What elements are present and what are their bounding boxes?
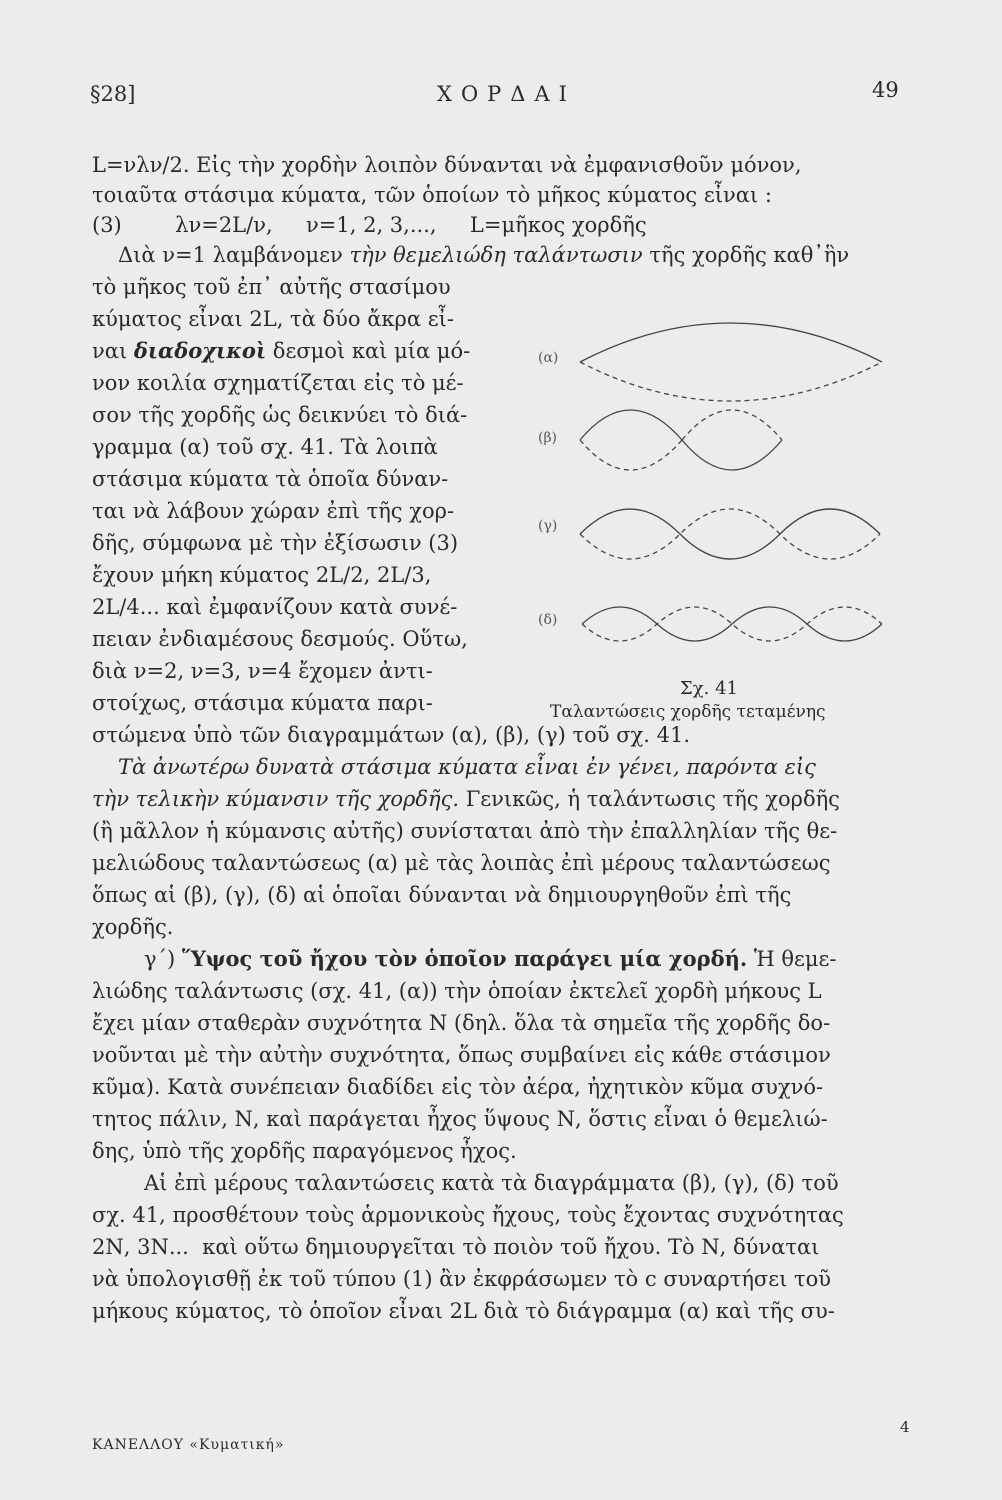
text-line: κῦμα). Κατὰ συνέπειαν διαδίδει εἰς τὸν ἀέρα, ἠχητικὸν κῦμα συχνό- — [92, 1075, 824, 1099]
text-line: 2Ν, 3Ν... καὶ οὕτω δημιουργεῖται τὸ ποιὸν τοῦ ἤχου. Τὸ Ν, δύναται — [92, 1235, 820, 1259]
text-line: τὴν τελικὴν κύμανσιν τῆς χορδῆς. Γενικῶς, ἡ ταλάντωσις τῆς χορδῆς — [92, 787, 840, 811]
signature-number: 4 — [900, 1418, 910, 1436]
figure-caption: Ταλαντώσεις χορδῆς τεταμένης — [550, 702, 826, 722]
text-line: στοίχως, στάσιμα κύματα παρι- — [92, 691, 433, 715]
text-line: λιώδης ταλάντωσις (σχ. 41, (α)) τὴν ὁποίαν ἐκτελεῖ χορδὴ μήκους L — [92, 979, 822, 1003]
text-line: ἔχει μίαν σταθερὰν συχνότητα Ν (δηλ. ὅλα τὰ σημεῖα τῆς χορδῆς δο- — [92, 1011, 831, 1035]
text-line: κύματος εἶναι 2L, τὰ δύο ἄκρα εἶ- — [92, 307, 454, 331]
text-line: ὅπως αἱ (β), (γ), (δ) αἱ ὁποῖαι δύνανται νὰ δημιουργηθοῦν ἐπὶ τῆς — [92, 883, 792, 907]
mode-a-dashed — [580, 362, 882, 401]
figure-label-g: (γ) — [538, 518, 558, 534]
text-line: διὰ ν=2, ν=3, ν=4 ἔχομεν ἀντι- — [92, 659, 433, 683]
mode-g-solid — [580, 509, 880, 559]
text-line: τοιαῦτα στάσιμα κύματα, τῶν ὁποίων τὸ μῆκος κύματος εἶναι : — [92, 183, 772, 207]
text-line: νὰ ὑπολογισθῇ ἐκ τοῦ τύπου (1) ἂν ἐκφράσωμεν τὸ c συναρτήσει τοῦ — [92, 1267, 832, 1291]
text-line: νοῦνται μὲ τὴν αὐτὴν συχνότητα, ὅπως συμβαίνει εἰς κάθε στάσιμον — [92, 1043, 831, 1067]
text-line: Διὰ ν=1 λαμβάνομεν τὴν θεμελιώδη ταλάντωσιν τῆς χορδῆς καθ᾽ἣν — [118, 243, 850, 267]
text-line: L=νλν/2. Εἰς τὴν χορδὴν λοιπὸν δύνανται νὰ ἐμφανισθοῦν μόνον, — [92, 153, 802, 177]
mode-g-dashed — [580, 509, 880, 559]
footer-imprint: ΚΑΝΕΛΛΟΥ «Κυματική» — [92, 1437, 285, 1453]
text-line: σχ. 41, προσθέτουν τοὺς ἁρμονικοὺς ἤχους, τοὺς ἔχοντας συχνότητας — [92, 1203, 844, 1227]
text-line: ἔχουν μήκη κύματος 2L/2, 2L/3, — [92, 563, 432, 587]
text-line: πειαν ἐνδιαμέσους δεσμούς. Οὕτω, — [92, 627, 468, 651]
text-line: Τὰ ἀνωτέρω δυνατὰ στάσιμα κύματα εἶναι ἐν γένει, παρόντα εἰς — [118, 755, 816, 779]
text-line: γραμμα (α) τοῦ σχ. 41. Τὰ λοιπὰ — [92, 435, 438, 459]
text-line: νον κοιλία σχηματίζεται εἰς τὸ μέ- — [92, 371, 464, 395]
text-line: στάσιμα κύματα τὰ ὁποῖα δύναν- — [92, 467, 449, 491]
mode-a-solid — [580, 323, 882, 362]
text-line: Αἱ ἐπὶ μέρους ταλαντώσεις κατὰ τὰ διαγράμματα (β), (γ), (δ) τοῦ — [144, 1171, 839, 1195]
text-line: μελιώδους ταλαντώσεως (α) μὲ τὰς λοιπὰς ἐπὶ μέρους ταλαντώσεως — [92, 851, 831, 875]
emphasis: τὴν θεμελιώδη ταλάντωσιν — [349, 243, 643, 267]
text-line: ται νὰ λάβουν χώραν ἐπὶ τῆς χορ- — [92, 499, 455, 523]
text-line: τὸ μῆκος τοῦ ἐπ᾽ αὐτῆς στασίμου — [92, 275, 451, 299]
text-line: ναι διαδοχικοὶ δεσμοὶ καὶ μία μό- — [92, 338, 471, 363]
figure-number: Σχ. 41 — [680, 678, 738, 699]
page-heading: ΧΟΡΔΑΙ — [437, 82, 576, 106]
text-line: (ἢ μᾶλλον ἡ κύμανσις αὐτῆς) συνίσταται ἀπὸ τὴν ἐπαλληλίαν τῆς θε- — [92, 819, 838, 843]
mode-b-dashed-1 — [580, 440, 682, 470]
mode-b-solid-1 — [580, 410, 682, 440]
figure-label-b: (β) — [538, 430, 558, 446]
mode-b-solid-2 — [682, 440, 782, 470]
text-line: τητος πάλιν, Ν, καὶ παράγεται ἦχος ὕψους Ν, ὅστις εἶναι ὁ θεμελιώ- — [92, 1107, 828, 1131]
mode-d-solid — [582, 607, 882, 641]
text-line: στώμενα ὑπὸ τῶν διαγραμμάτων (α), (β), (γ) τοῦ σχ. 41. — [92, 723, 691, 747]
text-line: δῆς, σύμφωνα μὲ τὴν ἐξίσωσιν (3) — [92, 531, 459, 555]
page-number: 49 — [872, 78, 899, 102]
figure-label-a: (α) — [538, 350, 559, 366]
subsection-heading-line: γ´) Ὕψος τοῦ ἤχου τὸν ὁποῖον παράγει μία χορδή. Ἡ θεμε- — [144, 946, 837, 971]
text-line: μήκους κύματος, τὸ ὁποῖον εἶναι 2L διὰ τὸ διάγραμμα (α) καὶ τῆς συ- — [92, 1299, 835, 1323]
string-vibration-diagram — [530, 290, 920, 670]
mode-b-dashed-2 — [682, 410, 782, 440]
text-line: δης, ὑπὸ τῆς χορδῆς παραγόμενος ἦχος. — [92, 1139, 517, 1163]
text-line: σον τῆς χορδῆς ὡς δεικνύει τὸ διά- — [92, 403, 468, 427]
emphasis: διαδοχικοὶ — [133, 338, 267, 363]
section-number: §28] — [90, 82, 136, 106]
text-line: 2L/4... καὶ ἐμφανίζουν κατὰ συνέ- — [92, 595, 458, 619]
text-line: χορδῆς. — [92, 915, 174, 939]
figure-41 — [530, 290, 920, 730]
equation-3: (3) λν=2L/ν, ν=1, 2, 3,..., L=μῆκος χορδῆς — [92, 213, 647, 237]
figure-label-d: (δ) — [538, 612, 558, 628]
subsection-title: Ὕψος τοῦ ἤχου τὸν ὁποῖον παράγει μία χορδή. — [181, 946, 748, 971]
